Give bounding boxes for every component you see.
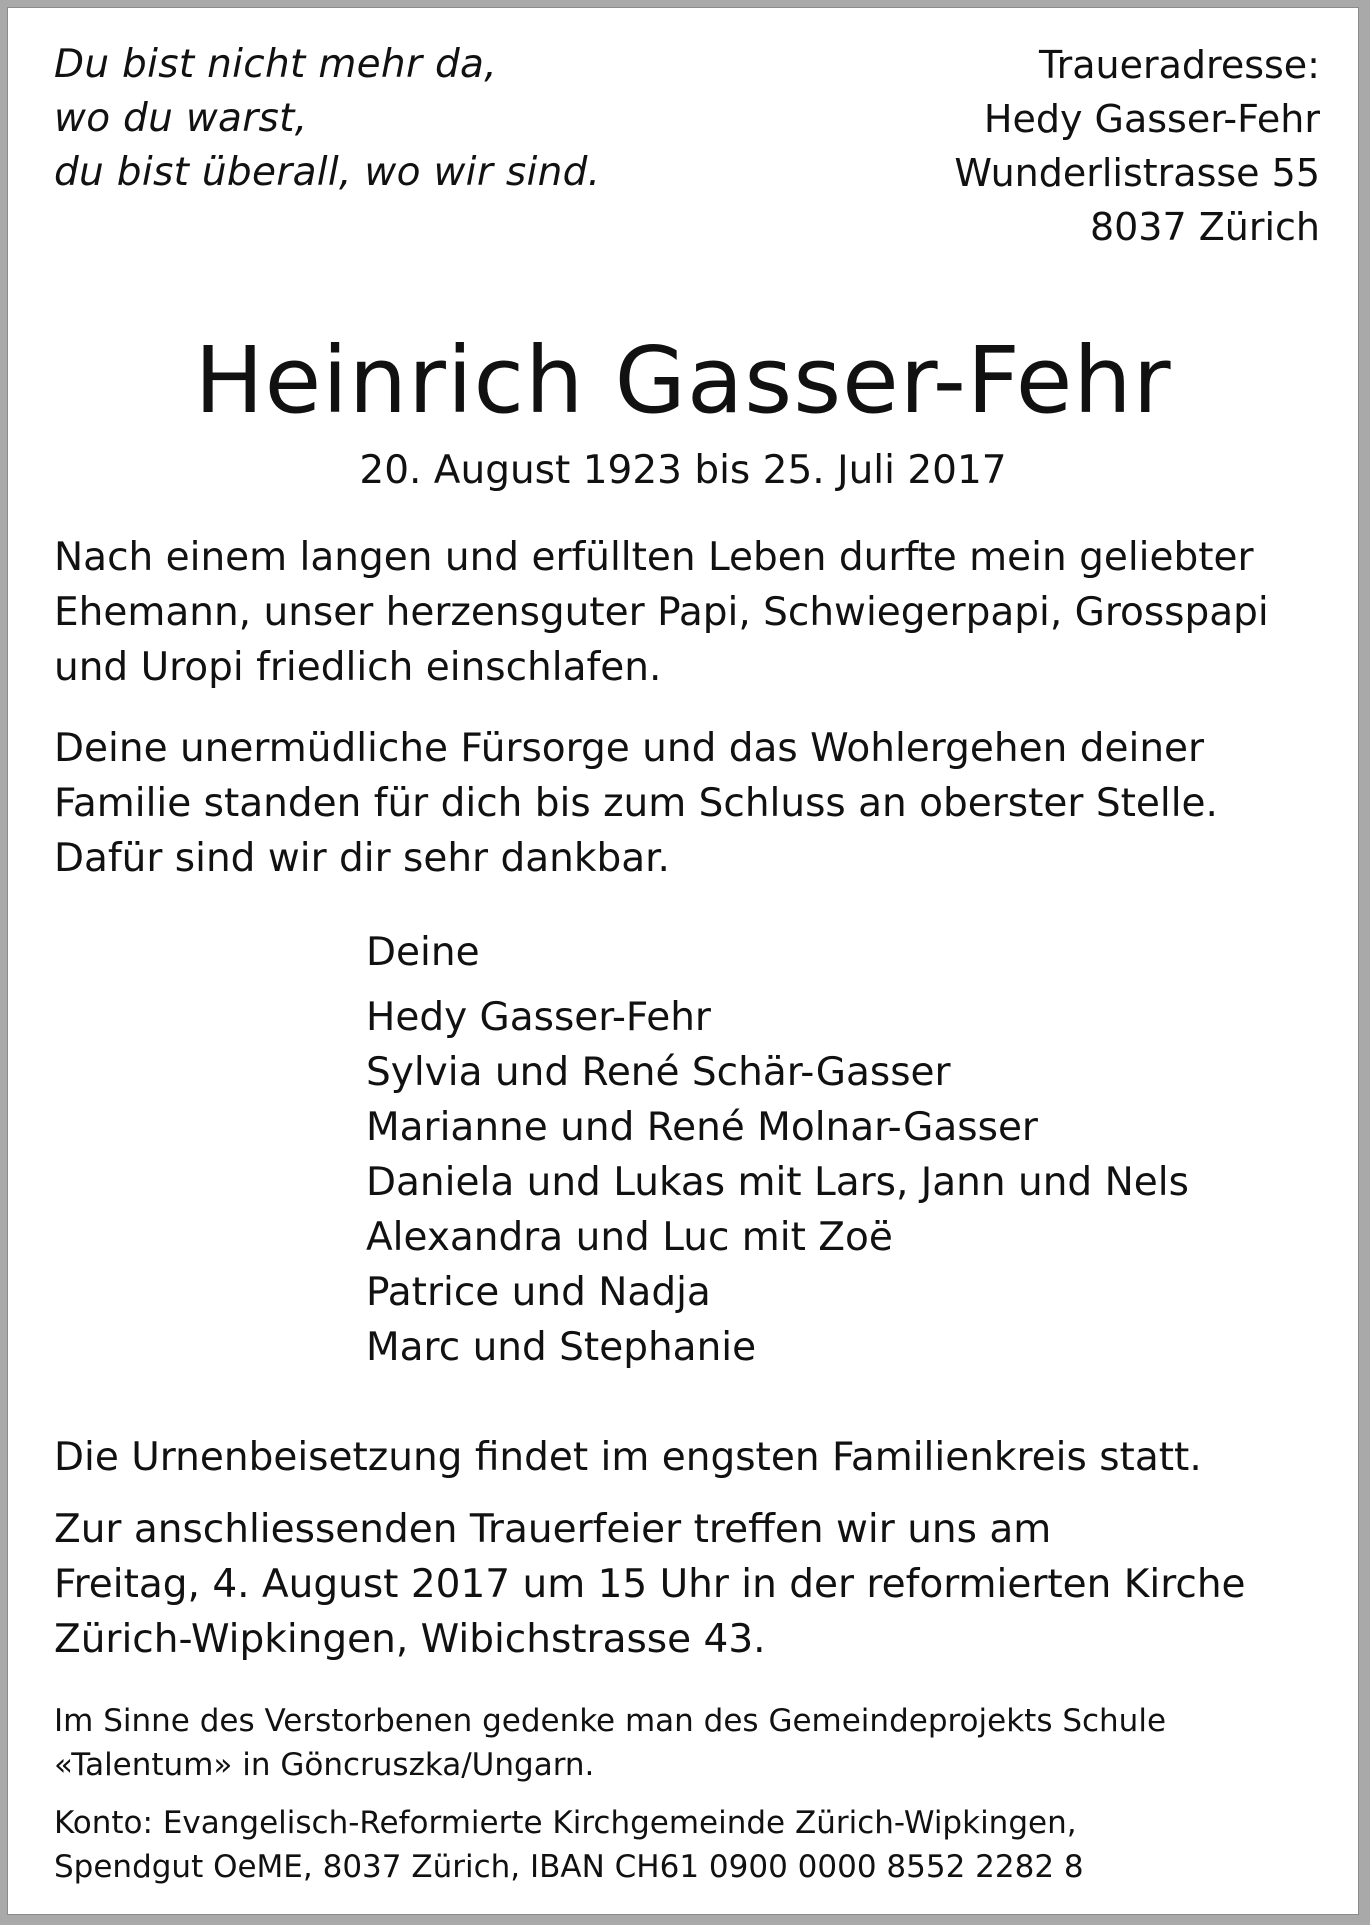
address-line: Hedy Gasser-Fehr: [983, 97, 1320, 141]
mourning-address: [954, 38, 1320, 254]
address-heading: Traueradresse:: [1039, 43, 1320, 87]
poem-line: du bist überall, wo wir sind.: [54, 150, 601, 195]
address-line: 8037 Zürich: [1089, 205, 1320, 249]
signers-intro: Deine: [366, 930, 480, 975]
account-line: Konto: Evangelisch-Reformierte Kirchgemeinde Zürich-Wipkingen,: [54, 1805, 1077, 1841]
donation-line: Im Sinne des Verstorbenen gedenke man des Gemeindeprojekts Schule: [54, 1703, 1167, 1739]
signer-name: Marianne und René Molnar-Gasser: [366, 1105, 1038, 1150]
ceremony-line: Zürich-Wipkingen, Wibichstrasse 43.: [54, 1617, 766, 1662]
signer-name: Marc und Stephanie: [366, 1325, 757, 1370]
address-line: Wunderlistrasse 55: [954, 151, 1320, 195]
paragraph-farewell: [54, 530, 1269, 695]
paragraph-line: Ehemann, unser herzensguter Papi, Schwiegerpapi, Grosspapi: [54, 590, 1269, 635]
ceremony-info: [54, 1502, 1246, 1667]
signer-name: Sylvia und René Schär-Gasser: [366, 1050, 951, 1095]
ceremony-line: Freitag, 4. August 2017 um 15 Uhr in der reformierten Kirche: [54, 1562, 1246, 1607]
signer-name: Hedy Gasser-Fehr: [366, 995, 711, 1040]
burial-note: [54, 1430, 1202, 1485]
paragraph-line: Familie standen für dich bis zum Schluss an oberster Stelle.: [54, 781, 1218, 826]
signer-name: Patrice und Nadja: [366, 1270, 711, 1315]
ceremony-line: Zur anschliessenden Trauerfeier treffen wir uns am: [54, 1507, 1052, 1552]
paragraph-line: Dafür sind wir dir sehr dankbar.: [54, 836, 670, 881]
account-line: Spendgut OeME, 8037 Zürich, IBAN CH61 0900 0000 8552 2282 8: [54, 1849, 1084, 1885]
family-signers: [366, 925, 1189, 1375]
donation-line: «Talentum» in Göncruszka/Ungarn.: [54, 1747, 595, 1783]
poem: [54, 38, 600, 200]
burial-text: Die Urnenbeisetzung findet im engsten Familienkreis statt.: [54, 1435, 1202, 1480]
life-dates: 20. August 1923 bis 25. Juli 2017: [359, 448, 1007, 493]
deceased-name: Heinrich Gasser-Fehr: [194, 327, 1172, 434]
bank-account: [54, 1801, 1084, 1889]
paragraph-line: Deine unermüdliche Fürsorge und das Wohlergehen deiner: [54, 726, 1205, 771]
poem-line: wo du warst,: [54, 96, 308, 141]
donation-note: [54, 1699, 1166, 1787]
paragraph-line: Nach einem langen und erfüllten Leben durfte mein geliebter: [54, 535, 1254, 580]
poem-line: Du bist nicht mehr da,: [54, 42, 497, 87]
obituary-notice: [7, 7, 1359, 1915]
signer-name: Alexandra und Luc mit Zoë: [366, 1215, 893, 1260]
paragraph-line: und Uropi friedlich einschlafen.: [54, 645, 662, 690]
signer-name: Daniela und Lukas mit Lars, Jann und Nels: [366, 1160, 1189, 1205]
paragraph-gratitude: [54, 721, 1218, 886]
